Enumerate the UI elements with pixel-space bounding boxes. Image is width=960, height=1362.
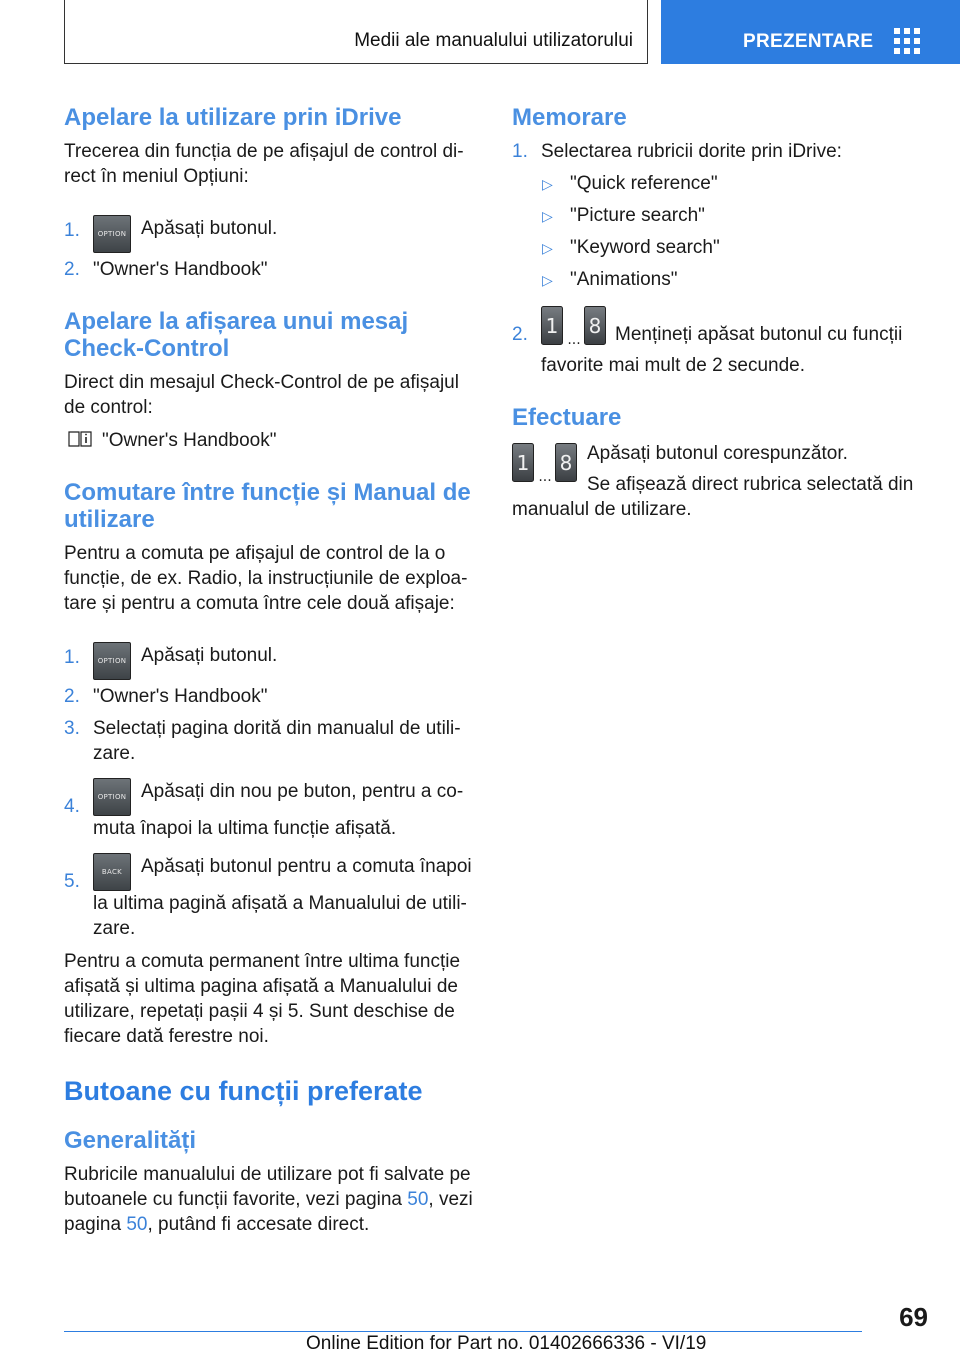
triangle-bullet-icon: ▷: [542, 176, 553, 192]
check-control-intro: Direct din mesajul Check-Control de pe afișajul de control:: [64, 372, 459, 418]
step-number: 2.: [64, 686, 80, 707]
footer-edition: Online Edition for Part no. 01402666336 - VI/19: [306, 1333, 707, 1354]
favorites-text-a: Rubricile manualului de utilizare pot fi salvate pe butoanele cu funcții favorite, vezi pagina: [64, 1164, 471, 1210]
step-text: Apăsați din nou pe buton, pentru a co- muta înapoi la ultima funcție afișată.: [93, 781, 464, 839]
idrive-intro: Trecerea din funcția de pe afișajul de control di- rect în meniul Opțiuni:: [64, 141, 464, 187]
step-text: Apăsați butonul.: [141, 645, 278, 666]
triangle-bullet-icon: ▷: [542, 208, 553, 224]
footer-divider: [64, 1331, 862, 1332]
step-text: Mențineți apăsat butonul cu funcții favorite mai mult de 2 secunde.: [541, 324, 903, 376]
efectuare-body: [512, 441, 924, 522]
step-text: "Owner's Handbook": [93, 259, 268, 280]
triangle-bullet-icon: ▷: [542, 272, 553, 288]
step-text: "Owner's Handbook": [93, 686, 268, 707]
page-link[interactable]: 50: [126, 1214, 148, 1235]
option-button-icon: OPTION: [93, 778, 131, 816]
step-number: 2.: [64, 259, 80, 280]
list-item: [512, 203, 924, 228]
triangle-bullet-icon: ▷: [542, 240, 553, 256]
header-title: Medii ale manualului utilizatorului: [354, 30, 633, 51]
step-number: 1.: [512, 141, 528, 162]
list-item: [64, 778, 478, 841]
list-item: [64, 257, 478, 282]
bullet-text: "Quick reference": [570, 173, 718, 194]
step-number: 2.: [512, 324, 528, 345]
efectuare-line-2: Se afișează direct rubrica selectată din: [587, 474, 914, 495]
switch-outro: Pentru a comuta permanent între ultima funcție afișată și ultima pagina afișată a Manualului de utilizare, repetați pașii 4 și 5. Sunt deschise de fiecare dată ferestre noi.: [64, 951, 461, 1047]
step-number: 4.: [64, 796, 80, 817]
page-number: 69: [899, 1302, 928, 1332]
list-item: [512, 267, 924, 292]
switch-steps: [64, 636, 478, 941]
favorite-keys-icon: [541, 306, 607, 353]
favorites-text-b: , vezi pagina: [64, 1189, 473, 1235]
section-heading-idrive: Apelare la utilizare prin iDrive: [64, 104, 402, 131]
list-item: [512, 306, 924, 378]
list-item: [512, 139, 924, 164]
check-control-item-text: "Owner's Handbook": [102, 430, 277, 451]
step-text: Selectarea rubricii dorite prin iDrive:: [541, 141, 842, 162]
fav-key-last: 8: [588, 314, 602, 338]
chapter-tab[interactable]: [661, 0, 960, 64]
list-item: [512, 171, 924, 196]
memorare-steps: [512, 139, 924, 164]
fav-key-first: 1: [545, 314, 559, 338]
memorare-bullets: [512, 171, 924, 292]
efectuare-line-3: manualul de utilizare.: [512, 499, 692, 520]
switch-intro: Pentru a comuta pe afișajul de control de la o funcție, de ex. Radio, la instrucțiunile de exploa- tare și pentru a comuta între cele două afișaje:: [64, 543, 468, 614]
efectuare-line-1: Apăsați butonul corespunzător.: [587, 443, 848, 464]
section-heading-efectuare: Efectuare: [512, 404, 622, 431]
step-text: Apăsați butonul.: [141, 218, 278, 239]
page-link[interactable]: 50: [407, 1189, 429, 1210]
list-item: [64, 853, 478, 941]
header-frame: [64, 0, 648, 64]
favorite-keys-icon: [512, 443, 578, 488]
idrive-steps: [64, 209, 478, 282]
option-button-icon: OPTION: [93, 642, 131, 680]
step-number: 3.: [64, 718, 80, 739]
chapter-label: PREZENTARE: [743, 31, 874, 52]
step-number: 5.: [64, 871, 80, 892]
section-heading-check-control: Apelare la afișarea unui mesaj Check-Control: [64, 308, 409, 362]
grid-menu-icon: [894, 28, 920, 54]
list-item: [512, 235, 924, 260]
list-item: [64, 209, 478, 253]
bullet-text: "Keyword search": [570, 237, 720, 258]
memorare-steps-2: [512, 306, 924, 378]
favorites-text-c: , putând fi accesate direct.: [147, 1214, 370, 1235]
step-number: 1.: [64, 220, 80, 241]
list-item: [64, 716, 478, 766]
step-text: Apăsați butonul pentru a comuta înapoi la ultima pagină afișată a Manualului de utili- zare.: [93, 856, 472, 939]
book-icon: [68, 430, 92, 448]
list-item: [64, 684, 478, 709]
section-heading-switch: Comutare între funcție și Manual de utilizare: [64, 479, 471, 533]
option-button-icon: OPTION: [93, 215, 131, 253]
bullet-text: "Picture search": [570, 205, 705, 226]
section-heading-favorites: Butoane cu funcții preferate: [64, 1076, 423, 1106]
check-control-item: [64, 428, 478, 453]
list-item: [64, 636, 478, 680]
fav-key-last: 8: [559, 451, 573, 475]
back-button-icon: BACK: [93, 853, 131, 891]
fav-key-first: 1: [516, 451, 530, 475]
right-column: [512, 100, 924, 522]
fav-key-dots: ...: [567, 332, 581, 346]
step-text: Selectați pagina dorită din manualul de utili- zare.: [93, 718, 461, 764]
subheading-general: Generalități: [64, 1127, 197, 1154]
section-heading-memorare: Memorare: [512, 104, 627, 131]
fav-key-dots: ...: [538, 469, 552, 483]
step-number: 1.: [64, 647, 80, 668]
favorites-text: [64, 1162, 478, 1237]
left-column: [64, 100, 478, 1237]
bullet-text: "Animations": [570, 269, 678, 290]
